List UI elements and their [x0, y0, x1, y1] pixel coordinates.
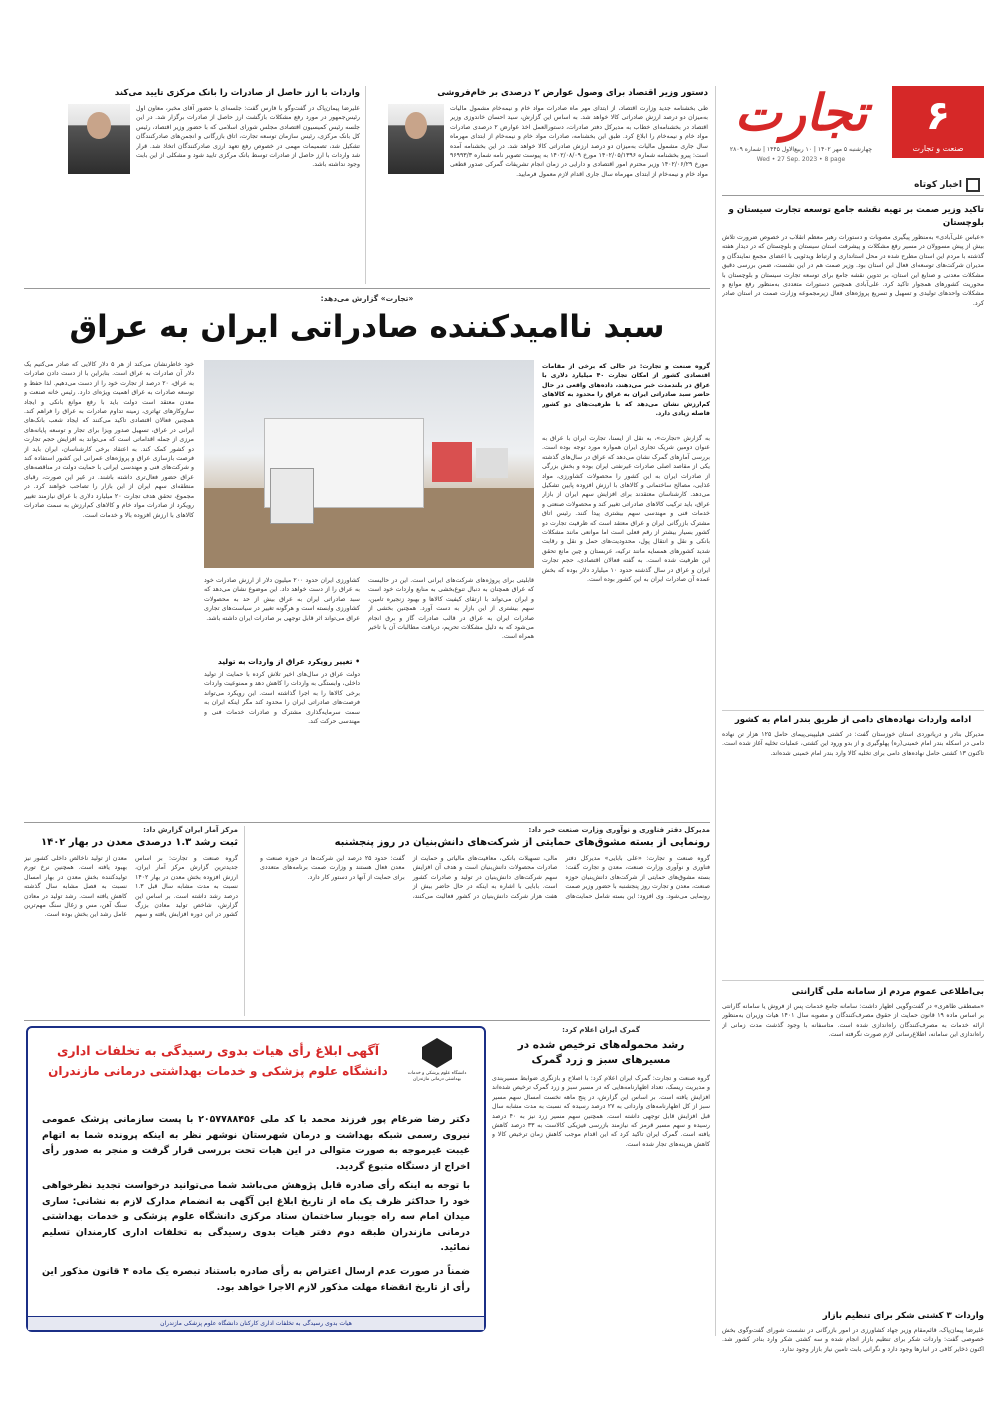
top-news-2	[24, 86, 360, 282]
top-news-body: علیرضا پیمان‌پاک در گفت‌وگو با فارس گفت: جلسه‌ای با حضور آقای مخبر، معاون اول رئیس‌جمهور در مورد رفع مشکلات بازگشت ارز حاصل از صادرات برگزار شد. در این جلسه رئیس کمیسیون اقتصادی مجلس شورای اسلامی که با حضور وزیر اقتصاد، رئیس کل بانک مرکزی، رئیس سازمان توسعه تجارت، اتاق بازرگانی و انجمن‌های صادرکنندگان تشکیل شد، تصمیمات مهمی در خصوص رفع تعهد ارزی صادرکنندگان اتخاذ شد. قرار شد واردات با ارز حاصل از صادرات توسط بانک مرکزی تایید شود و مشکلی از این بابت وجود نداشته باشد.	[136, 105, 360, 169]
top-news-title: واردات با ارز حاصل از صادرات را بانک مرکزی تایید می‌کند	[114, 88, 360, 98]
short-news-header	[722, 174, 984, 196]
sidebar-item	[722, 986, 984, 1302]
top-news-body: طی بخشنامه جدید وزارت اقتصاد، از ابتدای مهر ماه صادرات مواد خام و نیمه‌خام مشمول مالیات به‌میزان دو درصد ارزش صادراتی کالا خواهد شد. به اساس این گزارش، سید احسان خاندوزی وزیر اقتصاد در بخشنامه‌ای خطاب به مدیرکل دفتر صادرات، دستورالعمل اخذ عوارض ۲ درصدی صادرات مواد خام و نیمه‌خام را ابلاغ کرد. طبق این بخشنامه، صادرات مواد خام و نیمه‌خام از ابتدای مهرماه سال جاری مشمول مالیات به‌میزان دو درصد ارزش صادراتی کالا خواهد شد. در این بخشنامه آمده است: پیرو بخشنامه شماره ۱۴۰۲/۰۵/۱۳۹۶ مورخ ۱۴۰۲/۰۸/۰۹ به پیوست تصویر نامه شماره ۹۶۹۹۳/۳ مورخ ۱۴۰۲/۰۶/۲۹ وزیر محترم امور اقتصادی و دارایی در زمان انجام تشریفات گمرکی صدور قطعی مواد خام و نیمه‌خام از ابتدای مهرماه سال جاری اقدام لازم معمول فرمایید.	[450, 105, 708, 178]
ad-title-line-2: دانشگاه علوم پزشکی و خدمات بهداشتی درمانی مازندران	[48, 1064, 388, 1078]
sidebar-item	[722, 204, 984, 641]
ad-paragraph-3: ضمناً در صورت عدم ارسال اعتراض به رأی صادره باستناد تبصره یک ماده ۴ قانون مذکور این رأی از تاریخ انقضاء مهلت مذکور لازم الاجرا خواهد بود.	[42, 1266, 471, 1293]
lead-story	[24, 294, 710, 816]
lead-column-4: خود خاطرنشان می‌کند از هر ۵ دلار کالایی که صادر می‌کنیم یک دلار آن صادرات به عراق است. بنابراین با از دست دادن صادرات به عراق، ۲۰ درصد از تجارت خود را از دست می‌دهیم. لذا حفظ و توسعه صادرات به عراق اهمیت ویژه‌ای دارد. رئیس خانه صنعت و معدن معتقد است دولت باید با رفع موانع بانکی و ایجاد سازوکارهای تهاتری، زمینه تداوم صادرات به عراق را فراهم کند. همچنین فعالان اقتصادی تاکید می‌کنند که ایجاد شعب بانک‌های ایرانی در عراق، تسهیل صدور ویزا برای تجار و توسعه پایانه‌های مرزی از جمله اقداماتی است که می‌تواند به افزایش حجم تجارت دو کشور کمک کند. به اعتقاد برخی کارشناسان، ایران باید از فرصت بازسازی عراق و پروژه‌های عمرانی این کشور استفاده کند و شرکت‌های فنی و مهندسی ایرانی با حمایت دولت در مناقصه‌های عراق حضور فعال‌تری داشته باشند. در غیر این صورت، رقبای منطقه‌ای سهم ایران از این بازار را تصاحب خواهند کرد. در مجموع، تحقق هدف تجارت ۲۰ میلیارد دلاری با عراق نیازمند تغییر رویکرد از صادرات مواد خام و کالاهای کم‌ارزش به سمت صادرات کالاهای با ارزش افزوده بالا و خدمات است.	[24, 361, 194, 519]
sidebar-item-title: تاکید وزیر صمت بر تهیه نقشه جامع توسعه تجارت سیستان و بلوچستان	[728, 205, 984, 228]
story-kicker: مدیرکل دفتر فناوری و نوآوری وزارت صنعت خبر داد:	[528, 826, 710, 834]
page-number-box	[892, 86, 984, 158]
lead-kicker: «تجارت» گزارش می‌دهد:	[320, 294, 414, 303]
short-news-icon	[966, 178, 980, 192]
legal-notice-ad	[26, 1026, 486, 1332]
lead-column-3b: دولت عراق در سال‌های اخیر تلاش کرده با حمایت از تولید داخلی، وابستگی به واردات را کاهش دهد و ممنوعیت واردات برخی کالاها را به اجرا گذاشته است. این رویکرد می‌تواند فرصت‌های صادراتی ایران را محدود کند مگر اینکه ایران به سمت سرمایه‌گذاری مشترک و صادرات خدمات فنی و مهندسی حرکت کند.	[204, 671, 360, 726]
story-body: گروه صنعت و تجارت: «علی بابایی» مدیرکل دفتر فناوری و نوآوری وزارت صنعت، معدن و تجارت گفت: بسته مشوق‌های حمایتی از شرکت‌های دانش‌بنیان حوزه صنعت، معدن و تجارت روز پنجشنبه با حضور وزیر صمت رونمایی می‌شود. وی افزود: این بسته شامل حمایت‌های مالی، تسهیلات بانکی، معافیت‌های مالیاتی و حمایت از صادرات محصولات دانش‌بنیان است و هدف آن افزایش سهم شرکت‌های دانش‌بنیان در تولید و صادرات کشور است. بابایی با اشاره به اینکه در حال حاضر بیش از هفت هزار شرکت دانش‌بنیان در کشور فعالیت می‌کنند، گفت: حدود ۲۵ درصد این شرکت‌ها در حوزه صنعت و معدن فعال هستند و وزارت صمت برنامه‌های متعددی برای حمایت از آنها در دستور کار دارد.	[260, 855, 710, 900]
ad-footer: هیات بدوی رسیدگی به تخلفات اداری کارکنان دانشگاه علوم پزشکی مازندران	[28, 1316, 484, 1330]
sidebar-item	[722, 1310, 984, 1417]
sidebar-item-body: «مصطفی طاهری» در گفت‌وگویی اظهار داشت: سامانه جامع خدمات پس از فروش یا سامانه گارانتی بر اساس ماده ۱۹ قانون حمایت از حقوق مصرف‌کنندگان و مصوبه سال ۱۴۰۱ هیات وزیران به‌منظور ارائه خدمات به مصرف‌کنندگان راه‌اندازی شده است. متاسفانه با وجود گذشت مدت زمانی از راه‌اندازی این سامانه، اطلاع‌رسانی لازم صورت نگرفته است.	[722, 1003, 984, 1039]
story-customs	[492, 1026, 710, 1336]
sidebar-item	[722, 714, 984, 962]
short-news-sidebar	[722, 174, 984, 1353]
lead-intro: گروه صنعت و تجارت: در حالی که برخی از مقامات اقتصادی کشور از امکان تجارت ۴۰ میلیارد دلاری با عراق در بلندمدت خبر می‌دهند، داده‌های واقعی در حال حاضر سبد صادراتی ایران به عراق را محدود به کالاهای کم‌ارزش نشان می‌دهد که با ظرفیت‌های دو کشور فاصله زیادی دارد.	[542, 363, 710, 418]
university-logo	[402, 1038, 472, 1100]
logo: تجارت	[734, 83, 868, 142]
page-number: ۶	[925, 93, 951, 139]
story-body: گروه صنعت و تجارت: بر اساس جدیدترین گزارش مرکز آمار ایران، ارزش افزوده بخش معدن در بهار ۱۴۰۲ نسبت به مدت مشابه سال قبل ۱.۳ درصد رشد داشته است. بر اساس این گزارش، شاخص تولید معادن بزرگ کشور در این دوره افزایش یافته و سهم معدن از تولید ناخالص داخلی کشور نیز بهبود یافته است. همچنین نرخ تورم تولیدکننده بخش معدن در بهار امسال نسبت به فصل مشابه سال گذشته کاهش یافته است. رشد تولید در معادن سنگ آهن، مس و زغال سنگ مهم‌ترین عامل رشد این بخش بوده است.	[24, 855, 238, 919]
ad-paragraph-1: دکتر رضا ضرغام پور فرزند محمد با کد ملی ۲۰۵۷۷۸۸۴۵۶ با پست سازمانی پزشک عمومی نیروی رسمی شبکه بهداشت و درمان شهرستان نوشهر نظر به اینکه پرونده شما به اتهام غیبت غیرموجه به صورت متوالی در این هیات تحت بررسی قرار گرفت و منجر به صدور رأی اخراج از دستگاه متبوع گردید.	[42, 1114, 470, 1172]
official-photo	[68, 104, 130, 174]
sidebar-item-body: مدیرکل بنادر و دریانوردی استان خوزستان گفت: در کشتی فیلیپینی‌پیمای حامل ۱۲۵ هزار تن نهاده دامی در اسکله بندر امام خمینی(ره) پهلوگیری و از بدو ورود این کشتی، عملیات تخلیه آغاز شده است. تاکنون ۱۳ کشتی حامل نهاده‌های دامی برای تخلیه کالا وارد بندر امام خمینی شده‌اند.	[722, 731, 984, 757]
story-title: رونمایی از بسته مشوق‌های حمایتی از شرکت‌های دانش‌بنیان در روز پنجشنبه	[334, 837, 710, 848]
ad-title-line-1: آگهی ابلاغ رأی هیات بدوی رسیدگی به تخلفات اداری	[56, 1043, 380, 1058]
story-kicker: گمرک ایران اعلام کرد:	[562, 1026, 640, 1034]
sidebar-item-body: علیرضا پیمان‌پاک، قائم‌مقام وزیر جهاد کشاورزی در امور بازرگانی در نشست شورای گفت‌وگوی بخش خصوصی گفت: واردات شکر برای تنظیم بازار انجام شده و سه کشتی شکر وارد بنادر کشور شد. اکنون ذخایر کافی در انبارها وجود دارد و نگرانی بابت تامین نیاز بازار وجود ندارد.	[722, 1327, 984, 1353]
issue-date-fa: چهارشنبه ۵ مهر ۱۴۰۲ | ۱۰ ربیع‌الاول ۱۴۴۵ | شماره ۲۸۰۹	[729, 146, 873, 153]
story-knowledge-based	[250, 826, 710, 1016]
university-logo-text: دانشگاه علوم پزشکی و خدمات بهداشتی درمانی مازندران	[407, 1071, 467, 1082]
university-emblem-icon	[422, 1038, 452, 1068]
lead-subhead: • تغییر رویکرد عراق از واردات به تولید	[217, 657, 360, 666]
lead-column-3: کشاورزی ایران حدود ۲۰۰ میلیون دلار از ارزش صادرات خود به عراق را از دست خواهد داد. این موضوع نشان می‌دهد که سبد صادراتی ایران به عراق بیش از حد به محصولات کشاورزی وابسته است و هرگونه تغییر در سیاست‌های تجاری عراق می‌تواند اثر قابل توجهی بر صادرات ایران داشته باشد.	[204, 577, 360, 622]
top-news-title: دستور وزیر اقتصاد برای وصول عوارض ۲ درصدی بر خام‌فروشی	[437, 88, 708, 98]
lead-title: سبد ناامیدکننده صادراتی ایران به عراق	[69, 309, 665, 345]
issue-date-en: Wed • 27 Sep. 2023 • 8 page	[756, 156, 846, 163]
ad-paragraph-2: با توجه به اینکه رأی صادره قابل پژوهش می‌باشد شما می‌توانید درخواست تجدید نظرخواهی خود را حداکثر ظرف یک ماه از تاریخ ابلاغ این آگهی به انضمام مدارک لازم به نشانی: ساری میدان امام سه راه جویبار ساختمان ستاد مرکزی دانشگاه علوم پزشکی و خدمات بهداشتی درمانی مازندران طبقه دوم دفتر هیات بدوی رسیدگی به تخلفات اداری کارمندان تسلیم نمائید.	[42, 1180, 470, 1253]
section-label: صنعت و تجارت	[912, 144, 964, 153]
sidebar-item-title: بی‌اطلاعی عموم مردم از سامانه ملی گارانتی	[791, 987, 984, 997]
top-news-1	[370, 86, 708, 282]
sidebar-item-title: واردات ۳ کشتی شکر برای تنظیم بازار	[822, 1311, 984, 1321]
story-body: گروه صنعت و تجارت: گمرک ایران اعلام کرد: با اصلاح و بازنگری ضوابط مسیربندی و مدیریت ریسک، تعداد اظهارنامه‌هایی که در مسیر سبز و زرد گمرک ترخیص شده‌اند افزایش یافته است. بر اساس این گزارش، در پنج ماهه نخست امسال سهم مسیر سبز از کل اظهارنامه‌های وارداتی به ۲۷ درصد رسیده که نسبت به مدت مشابه سال قبل افزایش قابل توجهی داشته است. همچنین سهم مسیر زرد نیز به ۴۰ درصد رسیده و سهم مسیر قرمز که نیازمند بازرسی فیزیکی کالاست به ۳۳ درصد کاهش یافته است. گمرک ایران تاکید کرد که این اقدام موجب کاهش زمان ترخیص کالا و کاهش هزینه‌های تجار شده است.	[492, 1075, 710, 1148]
sidebar-item-title: ادامه واردات نهاده‌های دامی از طریق بندر امام به کشور	[734, 715, 972, 725]
minister-photo	[388, 104, 444, 174]
short-news-label: اخبار کوتاه	[914, 180, 962, 190]
trucks-photo	[204, 360, 534, 568]
sidebar-item-body: «عباس علی‌آبادی» به‌منظور پیگیری مصوبات و دستورات رهبر معظم انقلاب در خصوص ضرورت تلاش بیش از پیش مسوولان در مسیر رفع مشکلات و پیشرفت استان سیستان و بلوچستان که در دیدار هفته گذشته با مردم این استان مطرح شده در محل استانداری و ارتباط ویدئویی با اعضای مجمع نمایندگان و مدیران شرکت‌های توسعه‌ای فعال این استان بود. وزیر صمت هم در این نشست، ضمن بررسی دقیق مشکلات معدنی و صنایع این استان، بر تدوین نقشه جامع برای توسعه تجارت سیستان و بلوچستان با محوریت کشورهای همجوار تاکید کرد. علی‌آبادی همچنین دستورات متعددی به‌منظور رفع موانع و مشکلات واحدهای تولیدی و تسهیل و تسریع پروژه‌های فعال زیرمجموعه وزارت صمت در استان صادر کرد.	[722, 234, 984, 307]
story-title: ثبت رشد ۱.۳ درصدی معدن در بهار ۱۴۰۲	[40, 837, 238, 848]
lead-column-2: قابلیتی برای پروژه‌های شرکت‌های ایرانی است. این در حالیست که عراق همچنان به دنبال تنوع‌بخشی به منابع واردات خود است و ایران می‌تواند با ارتقای کیفیت کالاها و بهبود زنجیره تامین، سهم بیشتری از این بازار به دست آورد. همچنین بخشی از صادرات ایران به عراق در قالب صادرات گاز و برق انجام می‌شود که به دلیل مشکلات تحریم، دریافت مطالبات آن با تاخیر همراه است.	[368, 577, 534, 641]
story-title: رشد محموله‌های ترخیص شده در مسیرهای سبز و زرد گمرک	[517, 1039, 685, 1066]
story-kicker: مرکز آمار ایران گزارش داد:	[143, 826, 238, 834]
story-mining-growth	[24, 826, 238, 1016]
lead-column-1: به گزارش «تجارت»، به نقل از ایسنا، تجارت ایران با عراق به عنوان دومین شریک تجاری ایران همواره مورد توجه بوده است. بررسی آمارهای گمرک نشان می‌دهد که عراق در سال‌های گذشته یکی از مقاصد اصلی صادرات غیرنفتی ایران بوده و بخش بزرگی از صادرات ایران به این کشور را محصولات کشاورزی، مواد غذایی، مصالح ساختمانی و کالاهای با ارزش افزوده پایین تشکیل می‌دهد. کارشناسان معتقدند برای افزایش سهم ایران از بازار عراق، باید ترکیب کالاهای صادراتی تغییر کند و محصولات صنعتی و خدمات فنی و مهندسی سهم بیشتری پیدا کنند. رئیس اتاق مشترک بازرگانی ایران و عراق معتقد است که ظرفیت تجارت دو کشور بسیار بیشتر از رقم فعلی است اما موانعی مانند مشکلات بانکی و نقل و انتقال پول، محدودیت‌های حمل و نقل و رقابت شدید کشورهای همسایه مانند ترکیه، عربستان و چین مانع تحقق این ظرفیت شده است. به گفته فعالان اقتصادی، حجم تجارت ایران و عراق در سال گذشته حدود ۱۰ میلیارد دلار بوده که بخش عمده آن صادرات ایران به این کشور بوده است.	[542, 435, 710, 584]
masthead	[716, 83, 984, 172]
